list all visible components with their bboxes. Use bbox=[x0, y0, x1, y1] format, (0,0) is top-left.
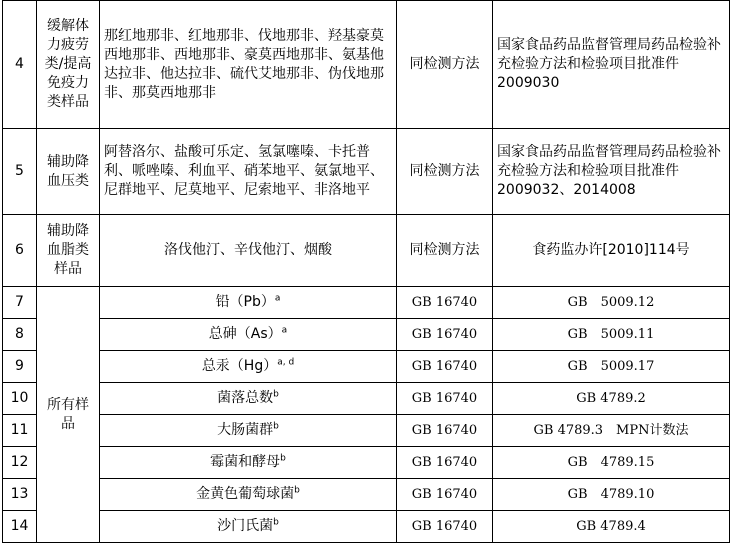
basis-cell: 国家食品药品监督管理局药品检验补充检验方法和检验项目批准件2009032、2014008 bbox=[493, 129, 730, 215]
row-number: 4 bbox=[3, 1, 37, 129]
test-items-cell: 阿替洛尔、盐酸可乐定、氢氯噻嗪、卡托普利、哌唑嗪、利血平、硝苯地平、氨氯地平、尼群地平、尼莫地平、尼索地平、非洛地平 bbox=[100, 129, 397, 215]
test-item-cell bbox=[100, 415, 397, 447]
basis-cell: GB 5009.17 bbox=[493, 351, 730, 383]
table-row bbox=[3, 383, 730, 415]
table-row bbox=[3, 479, 730, 511]
inspection-items-table bbox=[2, 0, 730, 543]
table-row bbox=[3, 287, 730, 319]
test-item-name: 大肠菌群 bbox=[217, 422, 274, 438]
method-cell: GB 16740 bbox=[397, 447, 493, 479]
test-item-cell bbox=[100, 383, 397, 415]
category-cell: 辅助降血脂类样品 bbox=[37, 215, 100, 287]
footnote-mark: b bbox=[273, 421, 279, 432]
test-item-name: 总汞（Hg） bbox=[201, 358, 278, 374]
category-cell: 辅助降血压类 bbox=[37, 129, 100, 215]
table-row bbox=[3, 511, 730, 543]
method-cell: GB 16740 bbox=[397, 415, 493, 447]
basis-cell: GB 5009.11 bbox=[493, 319, 730, 351]
common-category-cell: 所有样品 bbox=[37, 287, 100, 543]
test-item-name: 沙门氏菌 bbox=[217, 518, 274, 534]
method-cell: GB 16740 bbox=[397, 479, 493, 511]
table-row bbox=[3, 319, 730, 351]
method-cell: 同检测方法 bbox=[397, 215, 493, 287]
row-number: 9 bbox=[3, 351, 37, 383]
row-number: 7 bbox=[3, 287, 37, 319]
method-cell: 同检测方法 bbox=[397, 129, 493, 215]
footnote-mark: a, d bbox=[277, 357, 295, 368]
footnote-mark: b bbox=[273, 389, 279, 400]
method-cell: GB 16740 bbox=[397, 351, 493, 383]
test-item-cell bbox=[100, 479, 397, 511]
category-cell: 缓解体力疲劳类/提高免疫力类样品 bbox=[37, 1, 100, 129]
test-item-cell bbox=[100, 351, 397, 383]
footnote-mark: a bbox=[281, 325, 288, 336]
test-item-name: 金黄色葡萄球菌 bbox=[196, 486, 295, 502]
method-cell: GB 16740 bbox=[397, 287, 493, 319]
method-cell: 同检测方法 bbox=[397, 1, 493, 129]
basis-cell: 国家食品药品监督管理局药品检验补充检验方法和检验项目批准件2009030 bbox=[493, 1, 730, 129]
test-item-cell bbox=[100, 511, 397, 543]
row-number: 5 bbox=[3, 129, 37, 215]
row-number: 12 bbox=[3, 447, 37, 479]
table-row bbox=[3, 415, 730, 447]
table-row bbox=[3, 447, 730, 479]
basis-cell: GB 4789.10 bbox=[493, 479, 730, 511]
row-number: 13 bbox=[3, 479, 37, 511]
test-item-name: 铅（Pb） bbox=[215, 294, 275, 310]
test-item-name: 霉菌和酵母 bbox=[210, 454, 281, 470]
basis-cell: GB 4789.15 bbox=[493, 447, 730, 479]
test-item-name: 菌落总数 bbox=[217, 390, 274, 406]
table-row bbox=[3, 1, 730, 129]
table-row bbox=[3, 129, 730, 215]
basis-cell: 食药监办许[2010]114号 bbox=[493, 215, 730, 287]
test-item-cell bbox=[100, 447, 397, 479]
method-cell: GB 16740 bbox=[397, 511, 493, 543]
test-items-cell: 那红地那非、红地那非、伐地那非、羟基豪莫西地那非、西地那非、豪莫西地那非、氨基他达拉非、他达拉非、硫代艾地那非、伪伐地那非、那莫西地那非 bbox=[100, 1, 397, 129]
test-items-cell: 洛伐他汀、辛伐他汀、烟酸 bbox=[100, 215, 397, 287]
test-item-name: 总砷（As） bbox=[208, 326, 282, 342]
row-number: 6 bbox=[3, 215, 37, 287]
table-row bbox=[3, 215, 730, 287]
footnote-mark: b bbox=[273, 517, 279, 528]
row-number: 8 bbox=[3, 319, 37, 351]
basis-cell: GB 4789.4 bbox=[493, 511, 730, 543]
basis-cell: GB 5009.12 bbox=[493, 287, 730, 319]
row-number: 14 bbox=[3, 511, 37, 543]
method-cell: GB 16740 bbox=[397, 383, 493, 415]
method-cell: GB 16740 bbox=[397, 319, 493, 351]
footnote-mark: b bbox=[280, 453, 286, 464]
test-item-cell bbox=[100, 287, 397, 319]
row-number: 10 bbox=[3, 383, 37, 415]
basis-cell: GB 4789.2 bbox=[493, 383, 730, 415]
basis-cell: GB 4789.3 MPN计数法 bbox=[493, 415, 730, 447]
footnote-mark: a bbox=[274, 293, 281, 304]
table-row bbox=[3, 351, 730, 383]
test-item-cell bbox=[100, 319, 397, 351]
footnote-mark: b bbox=[294, 485, 300, 496]
row-number: 11 bbox=[3, 415, 37, 447]
